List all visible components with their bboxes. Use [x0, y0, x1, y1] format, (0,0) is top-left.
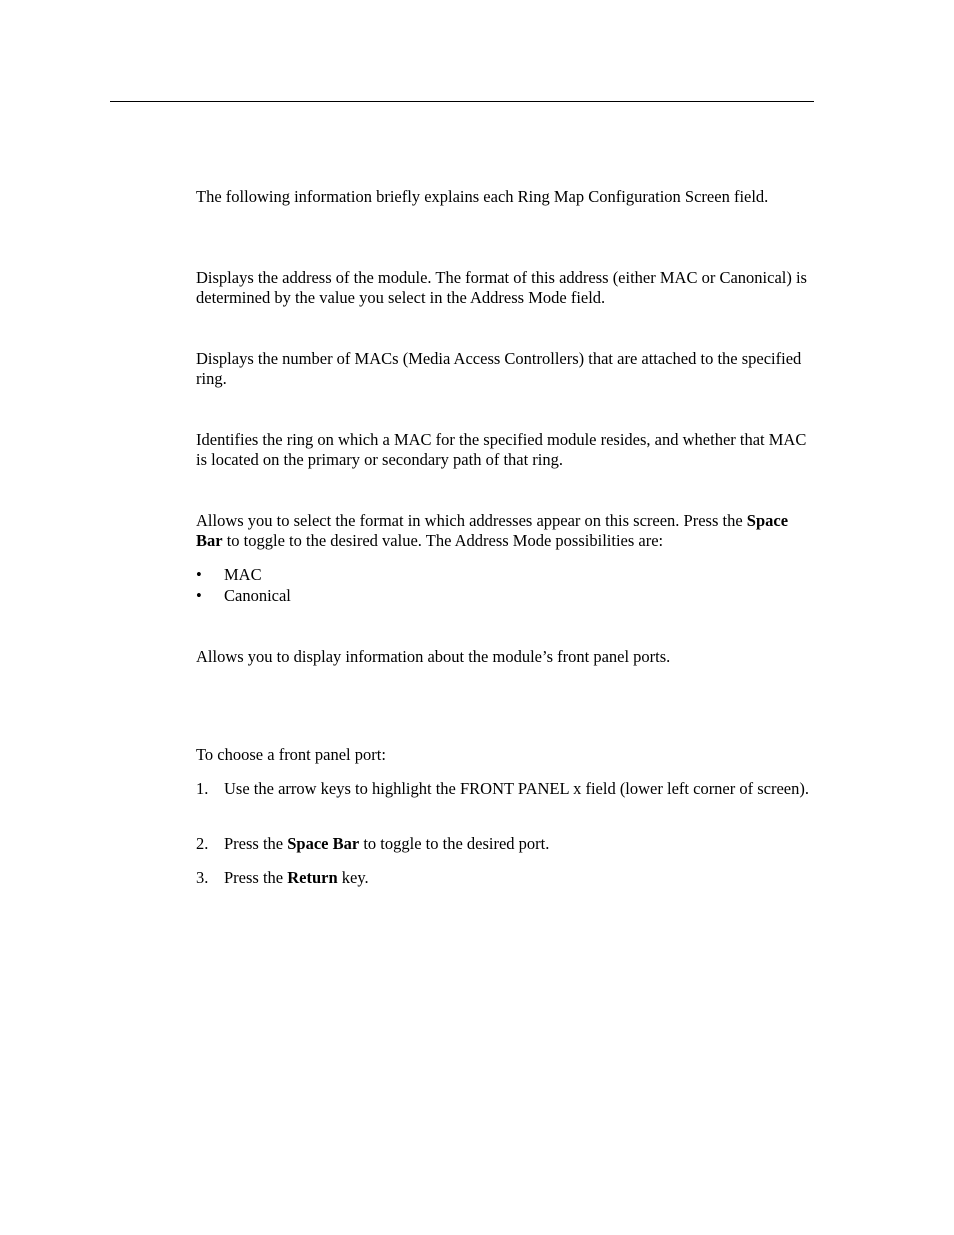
- bullet-icon: •: [196, 565, 202, 584]
- address-mode-text-after: to toggle to the desired value. The Address Mode possibilities are:: [222, 531, 664, 550]
- step-key-label: Return: [287, 868, 338, 887]
- header-rule: [110, 101, 814, 102]
- step-text-after: to toggle to the desired port.: [359, 834, 550, 853]
- step-number: 2.: [196, 834, 209, 853]
- procedure-intro: To choose a front panel port:: [196, 745, 386, 764]
- step-number: 1.: [196, 779, 209, 798]
- bullet-icon: •: [196, 586, 202, 605]
- step-text-before: Press the: [224, 868, 288, 887]
- address-mode-description: [196, 511, 816, 551]
- ring-description: Identifies the ring on which a MAC for the specified module resides, and whether that MAC is located on the primary or secondary path of that ring.: [196, 430, 807, 469]
- step-text-before: Press the: [224, 834, 288, 853]
- step-text: [224, 868, 816, 888]
- step-key-label: Space Bar: [287, 834, 360, 853]
- address-mode-text-before: Allows you to select the format in which addresses appear on this screen. Press the: [196, 511, 747, 530]
- step-text: [224, 779, 816, 799]
- step-text-after: key.: [337, 868, 369, 887]
- space-bar-key-label: Space Bar: [196, 511, 789, 550]
- step-number: 3.: [196, 868, 209, 887]
- step-text: [224, 834, 816, 854]
- intro-paragraph: The following information briefly explains each Ring Map Configuration Screen field.: [196, 187, 769, 206]
- macs-description: Displays the number of MACs (Media Access Controllers) that are attached to the specified ring.: [196, 349, 802, 388]
- option-mac: MAC: [224, 565, 262, 584]
- option-canonical: Canonical: [224, 586, 291, 605]
- step-text-before: Use the arrow keys to highlight the FRONT PANEL x field (lower left corner of screen).: [224, 779, 810, 798]
- address-description: Displays the address of the module. The format of this address (either MAC or Canonical) is determined by the value you select in the Address Mode field.: [196, 268, 807, 307]
- front-panel-description: Allows you to display information about the module’s front panel ports.: [196, 647, 671, 666]
